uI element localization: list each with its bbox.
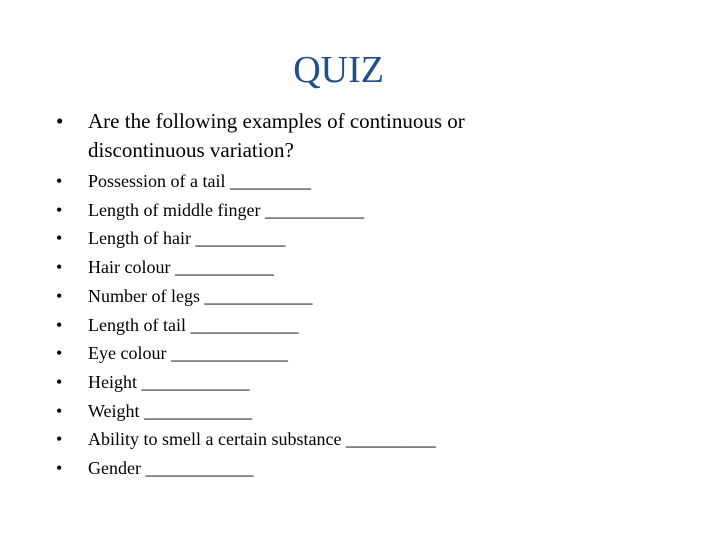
intro-question (56, 107, 576, 165)
bullet-icon: • (56, 343, 63, 364)
bullet-icon: • (56, 429, 63, 450)
list-item-text: Number of legs ____________ (88, 285, 313, 306)
list-item (56, 397, 616, 426)
bullet-icon: • (56, 285, 63, 306)
bullet-icon: • (56, 228, 63, 249)
list-item-text: Ability to smell a certain substance __________ (88, 429, 436, 450)
question-list (56, 167, 616, 483)
bullet-icon: • (56, 400, 63, 421)
bullet-icon: • (56, 314, 63, 335)
list-item-text: Height ____________ (88, 371, 250, 392)
list-item (56, 224, 616, 253)
list-item (56, 368, 616, 397)
list-item (56, 282, 616, 311)
list-item (56, 311, 616, 340)
list-item (56, 253, 616, 282)
bullet-icon: • (56, 199, 63, 220)
bullet-icon: • (56, 109, 64, 133)
intro-line-2: discontinuous variation? (88, 138, 294, 162)
list-item-text: Length of hair __________ (88, 228, 286, 249)
list-item (56, 196, 616, 225)
bullet-icon: • (56, 257, 63, 278)
list-item-text: Length of tail ____________ (88, 314, 299, 335)
slide-title (0, 46, 672, 94)
list-item-text: Hair colour ___________ (88, 257, 274, 278)
list-item (56, 339, 616, 368)
bullet-icon: • (56, 371, 63, 392)
list-item-text: Possession of a tail _________ (88, 171, 311, 191)
intro-bullet-row (56, 107, 576, 165)
slide-title-text: QUIZ (293, 49, 384, 91)
list-item-text: Eye colour _____________ (88, 343, 288, 364)
intro-line-1: Are the following examples of continuous or (88, 109, 465, 133)
list-item-text: Gender ____________ (88, 458, 254, 479)
list-item-text: Weight ____________ (88, 400, 253, 421)
bullet-icon: • (56, 458, 63, 479)
bullet-icon: • (56, 171, 63, 191)
list-item (56, 167, 616, 196)
list-item-text: Length of middle finger ___________ (88, 199, 364, 220)
list-item (56, 425, 616, 454)
list-item (56, 454, 616, 483)
